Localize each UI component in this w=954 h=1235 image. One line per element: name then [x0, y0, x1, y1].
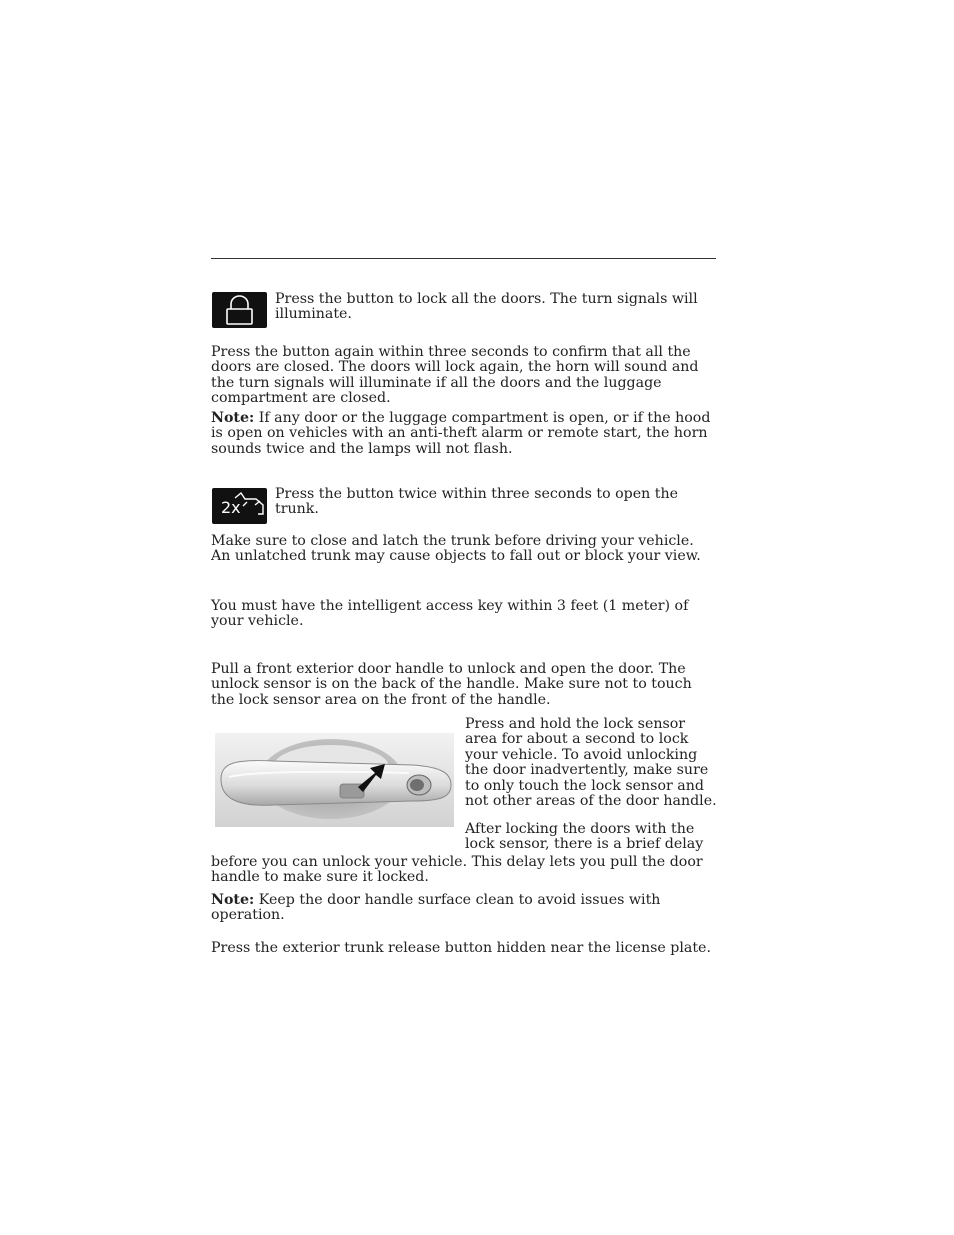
header-rule	[211, 258, 716, 259]
lock-instruction: Press the button to lock all the doors. The turn signals will illuminate.	[275, 291, 698, 323]
delay-paragraph-end: before you can unlock your vehicle. This delay lets you pull the door handle to make sure it locked.	[211, 854, 703, 886]
trunk-warning-paragraph: Make sure to close and latch the trunk before driving your vehicle. An unlatched trunk may cause objects to fall out or block your view.	[211, 533, 701, 565]
note-label: Note:	[211, 892, 255, 908]
lock-sensor-paragraph: Press and hold the lock sensor area for about a second to lock your vehicle. To avoid unlocking the door inadvertently, make sure to only touch the lock sensor and not other areas of the door handle.	[465, 716, 717, 810]
lock-confirm-paragraph: Press the button again within three seconds to confirm that all the doors are closed. The doors will lock again, the horn will sound and the turn signals will illuminate if all the doors and the luggage compartment are closed.	[211, 344, 699, 407]
note-label: Note:	[211, 410, 255, 426]
unlock-paragraph: Pull a front exterior door handle to unlock and open the door. The unlock sensor is on the back of the handle. Make sure not to touch the lock sensor area on the front of the handle.	[211, 661, 692, 708]
note-text: If any door or the luggage compartment is open, or if the hood is open on vehicles with an anti-theft alarm or remote start, the horn sounds twice and the lamps will not flash.	[211, 410, 711, 457]
trunk-2x-icon	[212, 488, 267, 524]
note-text: Keep the door handle surface clean to avoid issues with operation.	[211, 892, 661, 924]
trunk-release-paragraph: Press the exterior trunk release button hidden near the license plate.	[211, 940, 711, 956]
note-paragraph-1	[211, 411, 717, 457]
door-handle-illustration	[213, 727, 456, 830]
delay-paragraph-start: After locking the doors with the lock sensor, there is a brief delay	[465, 821, 704, 853]
lock-icon	[212, 292, 267, 328]
trunk-2x-label: 2x	[221, 498, 241, 517]
note-paragraph-2	[211, 893, 717, 924]
trunk-instruction: Press the button twice within three seconds to open the trunk.	[275, 486, 679, 518]
key-range-paragraph: You must have the intelligent access key within 3 feet (1 meter) of your vehicle.	[211, 598, 689, 630]
